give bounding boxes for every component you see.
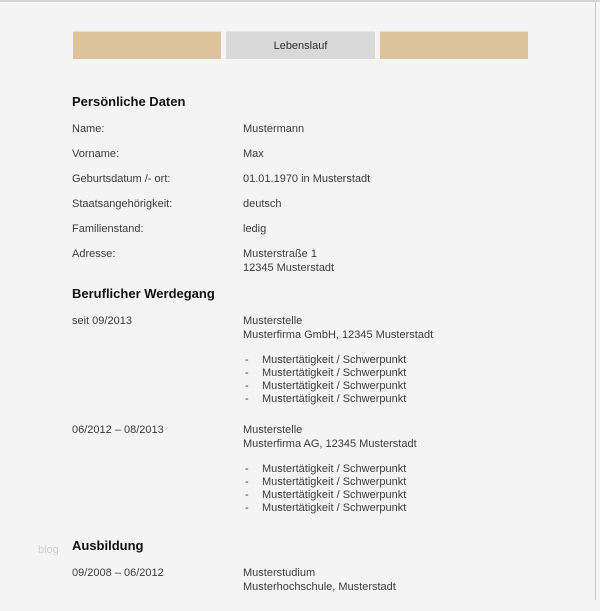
bullet-text: Mustertätigkeit / Schwerpunkt bbox=[262, 489, 407, 501]
career-entry bbox=[72, 423, 532, 515]
personal-row bbox=[72, 147, 532, 161]
document-title: Lebenslauf bbox=[273, 39, 328, 52]
section-heading-career: Beruflicher Werdegang bbox=[72, 286, 215, 301]
personal-row bbox=[72, 222, 532, 236]
entry-title: Musterstudium bbox=[243, 567, 316, 579]
bullet-text: Mustertätigkeit / Schwerpunkt bbox=[262, 354, 407, 366]
personal-value: deutsch bbox=[243, 198, 282, 210]
address-line-2: 12345 Musterstadt bbox=[243, 262, 335, 274]
bullet-text: Mustertätigkeit / Schwerpunkt bbox=[262, 380, 407, 392]
personal-value: ledig bbox=[243, 223, 267, 235]
bullet-item bbox=[243, 502, 532, 515]
bullet-item bbox=[243, 476, 532, 489]
career-entry bbox=[72, 314, 532, 406]
entry-organization: Musterhochschule, Musterstadt bbox=[243, 581, 396, 593]
bullet-text: Mustertätigkeit / Schwerpunkt bbox=[262, 393, 407, 405]
entry-details bbox=[243, 423, 532, 515]
entry-period: 06/2012 – 08/2013 bbox=[72, 424, 164, 436]
personal-value bbox=[243, 247, 532, 275]
personal-row bbox=[72, 122, 532, 136]
frame-right-strip bbox=[596, 2, 600, 600]
entry-bullet-list bbox=[243, 463, 532, 515]
personal-row bbox=[72, 247, 532, 275]
personal-label: Name: bbox=[72, 123, 105, 135]
bullet-dash: - bbox=[245, 354, 249, 366]
bullet-item bbox=[243, 393, 532, 406]
education-entry bbox=[72, 566, 532, 594]
bullet-item bbox=[243, 489, 532, 502]
bullet-item bbox=[243, 354, 532, 367]
entry-details bbox=[243, 314, 532, 406]
bullet-dash: - bbox=[245, 380, 249, 392]
section-heading-personal: Persönliche Daten bbox=[72, 94, 186, 109]
personal-value: 01.01.1970 in Musterstadt bbox=[243, 173, 371, 185]
address-line-1: Musterstraße 1 bbox=[243, 248, 317, 260]
bullet-dash: - bbox=[245, 367, 249, 379]
personal-row bbox=[72, 197, 532, 211]
personal-value: Mustermann bbox=[243, 123, 305, 135]
personal-label: Geburtsdatum /- ort: bbox=[72, 173, 171, 185]
bullet-text: Mustertätigkeit / Schwerpunkt bbox=[262, 367, 407, 379]
entry-period: seit 09/2013 bbox=[72, 315, 132, 327]
entry-organization: Musterfirma AG, 12345 Musterstadt bbox=[243, 438, 417, 450]
bullet-text: Mustertätigkeit / Schwerpunkt bbox=[262, 502, 407, 514]
bullet-item bbox=[243, 367, 532, 380]
personal-label: Vorname: bbox=[72, 148, 120, 160]
personal-row bbox=[72, 172, 532, 186]
personal-label: Staatsangehörigkeit: bbox=[72, 198, 173, 210]
section-heading-education: Ausbildung bbox=[72, 538, 144, 553]
entry-bullet-list bbox=[243, 354, 532, 406]
personal-label: Adresse: bbox=[72, 248, 116, 260]
entry-details bbox=[243, 566, 532, 594]
bullet-dash: - bbox=[245, 476, 249, 488]
watermark-text: blog bbox=[38, 544, 59, 556]
personal-label: Familienstand: bbox=[72, 223, 144, 235]
personal-value: Max bbox=[243, 148, 264, 160]
bullet-dash: - bbox=[245, 463, 249, 475]
bullet-dash: - bbox=[245, 393, 249, 405]
cv-content bbox=[72, 0, 532, 611]
entry-period: 09/2008 – 06/2012 bbox=[72, 567, 164, 579]
bullet-item bbox=[243, 463, 532, 476]
bullet-dash: - bbox=[245, 489, 249, 501]
bullet-item bbox=[243, 380, 532, 393]
entry-title: Musterstelle bbox=[243, 424, 303, 436]
entry-title: Musterstelle bbox=[243, 315, 303, 327]
entry-organization: Musterfirma GmbH, 12345 Musterstadt bbox=[243, 329, 434, 341]
frame-right-border bbox=[595, 2, 596, 600]
bullet-text: Mustertätigkeit / Schwerpunkt bbox=[262, 476, 407, 488]
bullet-text: Mustertätigkeit / Schwerpunkt bbox=[262, 463, 407, 475]
bullet-dash: - bbox=[245, 502, 249, 514]
